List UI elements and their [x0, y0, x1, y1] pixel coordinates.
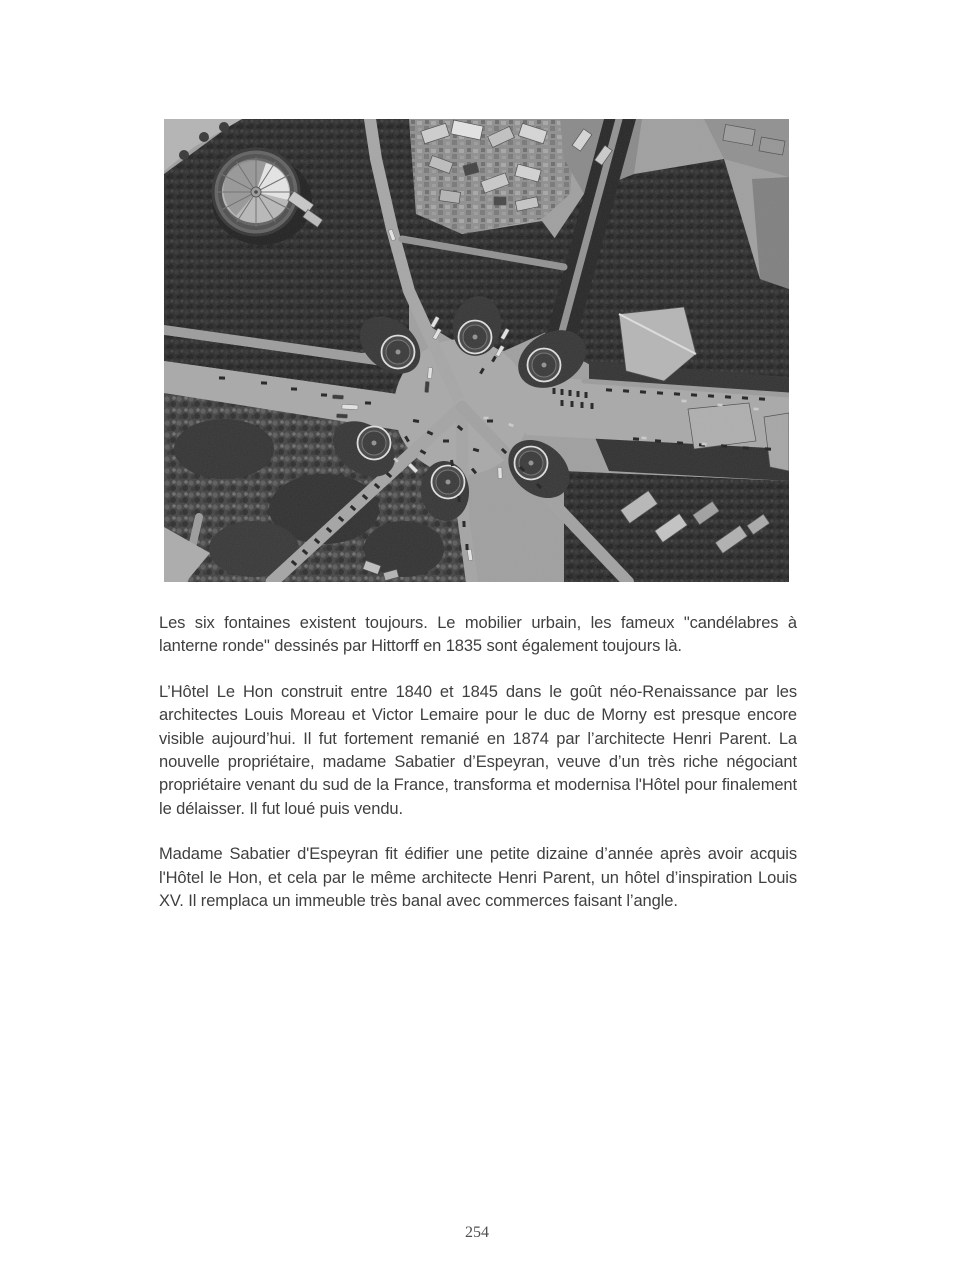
paragraph-hotel-le-hon: L’Hôtel Le Hon construit entre 1840 et 1845 dans le goût néo-Renaissance par les architectes Louis Moreau et Victor Lemaire pour le duc de Morny est presque encore visible aujourd’hui. Il fut fortement remanié en 1874 par l’architecte Henri Parent. La nouvelle propriétaire, madame Sabatier d’Espeyran, veuve d’un très riche négociant propriétaire venant du sud de la France, transforma et modernisa l'Hôtel pour finalement le délaisser. Il fut loué puis vendu.	[159, 682, 797, 818]
aerial-photo	[164, 119, 789, 582]
paragraph-sabatier-espeyran: Madame Sabatier d'Espeyran fit édifier une petite dizaine d’année après avoir acquis l'Hôtel le Hon, et cela par le même architecte Henri Parent, un hôtel d’inspiration Louis XV. Il remplaca un immeuble très banal avec commerces faisant l’angle.	[159, 845, 797, 911]
paragraph-fountains: Les six fontaines existent toujours. Le mobilier urbain, les fameux "candélabres à lanterne ronde" dessinés par Hittorff en 1835 sont également toujours là.	[159, 614, 797, 656]
film-grain-overlay	[164, 119, 789, 582]
page-number: 254	[465, 1224, 489, 1241]
body-text	[159, 612, 797, 913]
aerial-photo-canvas	[164, 119, 789, 582]
